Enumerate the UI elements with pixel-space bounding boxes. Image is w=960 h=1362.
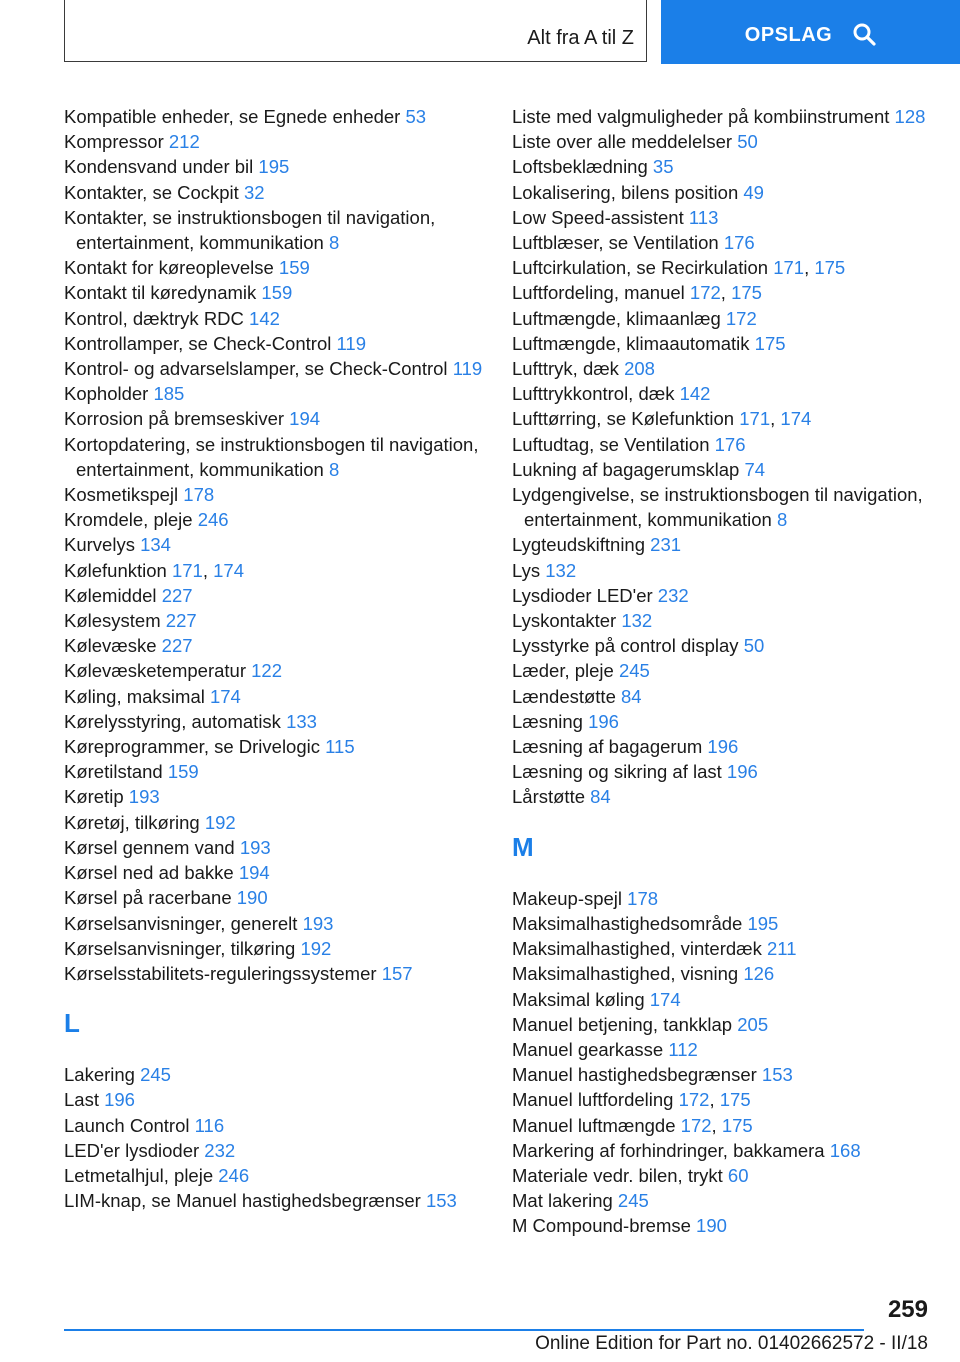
- index-entry-text: Kontakt til køredynamik: [64, 282, 257, 304]
- index-entry: [64, 885, 494, 910]
- index-entry-text: Kortopdatering, se instruktionsbogen til navigation, entertainment, kommunikation: [64, 433, 479, 480]
- index-entry: [64, 180, 494, 205]
- index-entry-text: Lufttrykkontrol, dæk: [512, 383, 675, 405]
- page-link[interactable]: 174: [649, 988, 681, 1010]
- index-entry: [512, 558, 942, 583]
- page-link[interactable]: 115: [325, 736, 355, 758]
- page-link[interactable]: 195: [258, 156, 290, 178]
- index-entry: [64, 583, 494, 608]
- index-entry: [64, 532, 494, 557]
- index-entry-text: Kromdele, pleje: [64, 509, 193, 531]
- search-icon: [852, 22, 876, 46]
- page-link[interactable]: 134: [140, 534, 171, 556]
- index-entry: [64, 911, 494, 936]
- index-entry: [512, 684, 942, 709]
- index-entry: Lufttørring, se Kølefunktion 171, 174: [512, 408, 812, 430]
- index-entry-text: Manuel betjening, tankklap: [512, 1013, 733, 1035]
- index-entry-text: Læder, pleje: [512, 660, 614, 682]
- index-entry-text: Kølefunktion: [64, 559, 167, 581]
- index-entry-text: Læsning: [512, 710, 583, 732]
- index-entry-text: Køling, maksimal: [64, 685, 205, 707]
- index-entry-text: Materiale vedr. bilen, trykt: [512, 1164, 723, 1186]
- index-entry: [512, 432, 942, 457]
- top-navigation: [64, 0, 928, 64]
- page-link[interactable]: 211: [767, 938, 797, 960]
- index-entry: Manuel luftmængde 172, 175: [512, 1114, 753, 1136]
- page-link[interactable]: 172: [680, 1114, 712, 1136]
- page-link[interactable]: 157: [381, 962, 413, 984]
- page-link[interactable]: 231: [650, 534, 682, 556]
- index-entry-text: Markering af forhindringer, bakkamera: [512, 1139, 825, 1161]
- index-entry-text: Lys: [512, 559, 541, 581]
- page-link[interactable]: 174: [780, 408, 812, 430]
- index-entry: [512, 583, 942, 608]
- page-link[interactable]: 174: [213, 559, 245, 581]
- index-entry: [64, 406, 494, 431]
- page-link[interactable]: 153: [761, 1064, 793, 1086]
- index-entry-text: Luftcirkulation, se Recirkulation: [512, 257, 769, 279]
- tab-alphabetical[interactable]: [64, 0, 647, 62]
- index-entry: [512, 1037, 942, 1062]
- index-entry-text: Maksimal køling: [512, 988, 645, 1010]
- index-entry-text: Liste over alle meddelelser: [512, 131, 733, 153]
- index-entry-text: Luftfordeling, manuel: [512, 282, 685, 304]
- page-link[interactable]: 245: [140, 1064, 171, 1086]
- page-link[interactable]: 84: [621, 685, 642, 707]
- index-entry: [512, 1163, 942, 1188]
- index-entry: [64, 936, 494, 961]
- index-entry: [512, 961, 942, 986]
- page-link[interactable]: 196: [726, 761, 758, 783]
- page-link[interactable]: 193: [302, 912, 334, 934]
- page-number: 259: [887, 1296, 928, 1323]
- index-entry: [512, 734, 942, 759]
- page-link[interactable]: 50: [737, 131, 758, 153]
- index-entry: Luftcirkulation, se Recirkulation 171, 175: [512, 257, 846, 279]
- page-link[interactable]: 175: [721, 1114, 753, 1136]
- index-entry-text: Kørselsstabilitets-reguleringssystemer: [64, 962, 377, 984]
- index-entry: [512, 482, 944, 532]
- page-link[interactable]: 196: [588, 710, 619, 732]
- index-entry-text: Lysstyrke på control display: [512, 635, 739, 657]
- page-link[interactable]: 159: [261, 282, 293, 304]
- page-link[interactable]: 133: [286, 710, 317, 732]
- page-link[interactable]: 194: [289, 408, 321, 430]
- index-entry-text: Kølevæske: [64, 635, 157, 657]
- index-entry: [64, 1062, 494, 1087]
- index-entry-text: Luftblæser, se Ventilation: [512, 232, 719, 254]
- page-link[interactable]: 227: [161, 635, 193, 657]
- page-link[interactable]: 245: [618, 660, 650, 682]
- index-entry: [64, 154, 494, 179]
- page-link[interactable]: 49: [743, 181, 764, 203]
- index-entry-text: Kontakt for køreoplevelse: [64, 257, 274, 279]
- index-entry: [512, 886, 942, 911]
- index-entry-text: Kompressor: [64, 131, 164, 153]
- index-entry-text: LIM-knap, se Manuel hastighedsbegrænser: [64, 1190, 421, 1212]
- index-entry-text: Manuel gearkasse: [512, 1038, 664, 1060]
- index-entry: [512, 356, 942, 381]
- index-entry: [512, 1138, 942, 1163]
- tab-search-label: OPSLAG: [744, 23, 833, 46]
- index-entry-text: Maksimalhastighed, visning: [512, 963, 739, 985]
- index-entry-text: Køretilstand: [64, 761, 163, 783]
- page-link[interactable]: 171: [171, 559, 203, 581]
- section-letter: M: [512, 831, 534, 862]
- index-entry: [64, 129, 494, 154]
- index-entry: [512, 911, 942, 936]
- page-link[interactable]: 84: [590, 786, 611, 808]
- page-link[interactable]: 74: [744, 458, 766, 480]
- index-entry-text: Kontrol- og advarselslamper, se Check-Control: [64, 358, 448, 380]
- page-link[interactable]: 196: [104, 1089, 135, 1111]
- page-link[interactable]: 32: [243, 181, 265, 203]
- index-entry-text: Kørsel på racerbane: [64, 887, 232, 909]
- index-entry-text: Kørselsanvisninger, generelt: [64, 912, 298, 934]
- index-entry-text: Loftsbeklædning: [512, 156, 648, 178]
- index-entry-text: Køretøj, tilkøring: [64, 811, 200, 833]
- index-entry: [64, 104, 494, 129]
- page-link[interactable]: 178: [627, 887, 659, 909]
- index-entry: [512, 608, 942, 633]
- page-link[interactable]: 35: [652, 156, 674, 178]
- index-entry: [64, 658, 494, 683]
- index-entry: [64, 734, 494, 759]
- index-entry-text: Køretip: [64, 786, 124, 808]
- page-link[interactable]: 190: [236, 887, 268, 909]
- page-link[interactable]: 192: [300, 937, 332, 959]
- footer-rule: [64, 1329, 864, 1331]
- index-entry-text: Lukning af bagagerumsklap: [512, 458, 740, 480]
- index-entry: [64, 1138, 494, 1163]
- index-entry: [64, 507, 494, 532]
- index-entry-text: Kørselsanvisninger, tilkøring: [64, 937, 296, 959]
- index-entry-text: Letmetalhjul, pleje: [64, 1164, 214, 1186]
- page-link[interactable]: 246: [218, 1164, 250, 1186]
- page-link[interactable]: 172: [725, 307, 757, 329]
- page-link[interactable]: 116: [194, 1114, 225, 1136]
- index-entry: [512, 532, 942, 557]
- page-link[interactable]: 175: [719, 1089, 751, 1111]
- index-entry-text: Last: [64, 1089, 99, 1111]
- index-entry: Luftfordeling, manuel 172, 175: [512, 282, 762, 304]
- page-link[interactable]: 190: [696, 1215, 727, 1237]
- index-entry: [512, 306, 942, 331]
- index-entry-text: Makeup-spejl: [512, 887, 623, 909]
- index-entry: [64, 1087, 494, 1112]
- index-entry: [64, 331, 494, 356]
- index-entry: [512, 936, 942, 961]
- index-entry-text: Manuel luftmængde: [512, 1114, 676, 1136]
- page-link[interactable]: 168: [829, 1139, 861, 1161]
- index-entry: [512, 104, 944, 129]
- index-entry-text: Køreprogrammer, se Drivelogic: [64, 736, 320, 758]
- page-link[interactable]: 174: [209, 685, 241, 707]
- page-link[interactable]: 128: [894, 106, 926, 127]
- index-entry-text: Manuel hastighedsbegrænser: [512, 1064, 757, 1086]
- index-entry: [64, 608, 494, 633]
- page-link[interactable]: 60: [727, 1164, 749, 1186]
- index-entry-text: Kontrol, dæktryk RDC: [64, 307, 244, 329]
- index-entry: [64, 860, 494, 885]
- page-link[interactable]: 175: [754, 332, 786, 354]
- index-entry-text: Kølemiddel: [64, 584, 157, 606]
- index-entry-text: Lokalisering, bilens position: [512, 181, 739, 203]
- index-entry: [64, 1163, 494, 1188]
- index-entry: [64, 1188, 494, 1213]
- index-entry-text: Luftmængde, klimaautomatik: [512, 332, 750, 354]
- index-entry: [512, 331, 942, 356]
- index-entry: Manuel luftfordeling 172, 175: [512, 1089, 751, 1111]
- edition-info: Online Edition for Part no. 01402662572 - II/18: [535, 1333, 928, 1354]
- index-entry-text: Mat lakering: [512, 1190, 613, 1212]
- index-entry-text: Luftudtag, se Ventilation: [512, 433, 710, 455]
- index-entry-text: Læsning og sikring af last: [512, 761, 722, 783]
- page-link[interactable]: 194: [238, 862, 270, 884]
- index-entry: [512, 633, 942, 658]
- page-link[interactable]: 50: [743, 635, 765, 657]
- page-link[interactable]: 172: [689, 282, 721, 304]
- index-entry: [512, 987, 942, 1012]
- index-entry-text: Maksimalhastighed, vinterdæk: [512, 938, 762, 960]
- page-link[interactable]: 119: [336, 332, 366, 354]
- index-entry-text: Kopholder: [64, 383, 149, 405]
- page-link[interactable]: 132: [545, 559, 577, 581]
- index-entry: [64, 684, 494, 709]
- index-entry: [64, 784, 494, 809]
- page-link[interactable]: 227: [165, 610, 197, 632]
- page-link[interactable]: 176: [723, 232, 755, 254]
- index-entry-text: Kosmetikspejl: [64, 484, 179, 506]
- page-link[interactable]: 126: [743, 963, 775, 985]
- index-entry: [512, 1012, 942, 1037]
- page-link[interactable]: 122: [251, 660, 282, 682]
- page-link[interactable]: 8: [776, 509, 788, 531]
- page-link[interactable]: 232: [204, 1139, 236, 1161]
- index-entry: [64, 280, 494, 305]
- page-link[interactable]: 196: [707, 736, 739, 758]
- index-entry-text: Lysdioder LED'er: [512, 584, 653, 606]
- index-entry: [512, 784, 942, 809]
- index-entry-text: Luftmængde, klimaanlæg: [512, 307, 721, 329]
- page-link[interactable]: 172: [678, 1089, 710, 1111]
- index-entry-text: Lufttryk, dæk: [512, 358, 619, 380]
- page-link[interactable]: 171: [773, 257, 805, 279]
- index-entry: [64, 482, 494, 507]
- index-entry-text: Lydgengivelse, se instruktionsbogen til navigation, entertainment, kommunikation: [512, 484, 923, 531]
- page-link[interactable]: 112: [668, 1038, 698, 1060]
- index-entry-text: Kølesystem: [64, 610, 161, 632]
- page-link[interactable]: 245: [617, 1190, 649, 1212]
- index-entry: [64, 633, 494, 658]
- page-link[interactable]: 185: [153, 383, 185, 405]
- index-entry: [512, 180, 942, 205]
- index-entry: [512, 129, 942, 154]
- page-link[interactable]: 175: [814, 257, 846, 279]
- index-entry: [64, 306, 494, 331]
- page-link[interactable]: 208: [624, 358, 655, 380]
- index-entry-text: Korrosion på bremseskiver: [64, 408, 285, 430]
- index-entry-text: Kørsel ned ad bakke: [64, 862, 234, 884]
- page-link[interactable]: 205: [737, 1013, 769, 1035]
- index-entry-text: Kontrollamper, se Check-Control: [64, 332, 332, 354]
- page-link[interactable]: 171: [739, 408, 771, 430]
- index-entry: [64, 835, 494, 860]
- index-entry: [64, 810, 494, 835]
- index-column-left: [64, 104, 494, 1213]
- index-entry-text: Lygteudskiftning: [512, 534, 646, 556]
- page-link[interactable]: 159: [167, 761, 199, 783]
- index-entry-text: Kondensvand under bil: [64, 156, 254, 178]
- index-entry: [512, 1062, 942, 1087]
- page-link[interactable]: 193: [128, 786, 160, 808]
- page-link[interactable]: 142: [249, 307, 280, 329]
- page-link[interactable]: 8: [328, 458, 340, 480]
- index-entry-text: Lårstøtte: [512, 786, 585, 808]
- page-link[interactable]: 246: [197, 509, 229, 531]
- index-entry: [64, 432, 496, 482]
- index-entry-text: Lufttørring, se Kølefunktion: [512, 408, 735, 430]
- index-entry: [512, 1188, 942, 1213]
- page-link[interactable]: 193: [239, 836, 271, 858]
- page-link[interactable]: 113: [688, 206, 719, 228]
- page-link[interactable]: 153: [425, 1190, 457, 1212]
- index-entry: [64, 381, 494, 406]
- index-entry: [64, 1113, 494, 1138]
- index-entry-text: Lændestøtte: [512, 685, 616, 707]
- page-link[interactable]: 178: [183, 484, 215, 506]
- index-entry-text: Kørelysstyring, automatisk: [64, 710, 281, 732]
- page-link[interactable]: 227: [161, 584, 193, 606]
- index-entry: [512, 709, 942, 734]
- index-entry-text: Launch Control: [64, 1114, 190, 1136]
- page-link[interactable]: 212: [168, 131, 200, 153]
- index-entry: [512, 759, 942, 784]
- index-entry-text: Kontakter, se Cockpit: [64, 181, 239, 203]
- page-link[interactable]: 119: [452, 358, 483, 380]
- index-entry-text: Kølevæsketemperatur: [64, 660, 246, 682]
- index-entry-text: Low Speed-assistent: [512, 206, 684, 228]
- index-column-right: [512, 104, 942, 1239]
- page-link[interactable]: 176: [714, 433, 746, 455]
- index-entry-text: Lakering: [64, 1064, 135, 1086]
- index-entry-text: Kurvelys: [64, 534, 135, 556]
- index-entry-text: Kompatible enheder, se Egnede enheder: [64, 106, 401, 127]
- index-entry: [512, 154, 942, 179]
- index-entry-text: LED'er lysdioder: [64, 1139, 200, 1161]
- index-entry: [512, 205, 942, 230]
- index-entry: [64, 759, 494, 784]
- tab-alphabetical-label: Alt fra A til Z: [527, 27, 634, 49]
- page-link[interactable]: 175: [731, 282, 762, 304]
- index-entry-text: Manuel luftfordeling: [512, 1089, 674, 1111]
- page-link[interactable]: 142: [679, 383, 711, 405]
- page-link[interactable]: 192: [204, 811, 236, 833]
- page-link[interactable]: 8: [328, 232, 340, 254]
- page-link[interactable]: 159: [278, 257, 310, 279]
- index-entry: [64, 255, 494, 280]
- index-entry: [64, 709, 494, 734]
- index-entry: [64, 205, 496, 255]
- index-entry: [512, 658, 942, 683]
- index-entry-text: Lyskontakter: [512, 610, 617, 632]
- index-entry: [512, 1213, 942, 1238]
- tab-search[interactable]: [661, 0, 960, 64]
- page-link[interactable]: 232: [657, 584, 689, 606]
- page-link[interactable]: 132: [621, 610, 653, 632]
- index-entry-text: Kørsel gennem vand: [64, 836, 235, 858]
- index-entry-text: Liste med valgmuligheder på kombiinstrument: [512, 106, 890, 127]
- index-entry: [512, 381, 942, 406]
- index-entry-text: Læsning af bagagerum: [512, 736, 703, 758]
- index-entry: [64, 356, 496, 381]
- index-entry-text: Kontakter, se instruktionsbogen til navigation, entertainment, kommunikation: [64, 206, 436, 254]
- section-letter: L: [64, 1008, 80, 1039]
- index-entry: [64, 961, 494, 986]
- index-entry: [512, 230, 942, 255]
- page-link[interactable]: 53: [405, 106, 427, 127]
- index-entry: Kølefunktion 171, 174: [64, 559, 245, 581]
- index-entry-text: Maksimalhastighedsområde: [512, 912, 743, 934]
- index-entry-text: M Compound-bremse: [512, 1215, 691, 1237]
- index-entry: [512, 457, 942, 482]
- page-link[interactable]: 195: [747, 912, 779, 934]
